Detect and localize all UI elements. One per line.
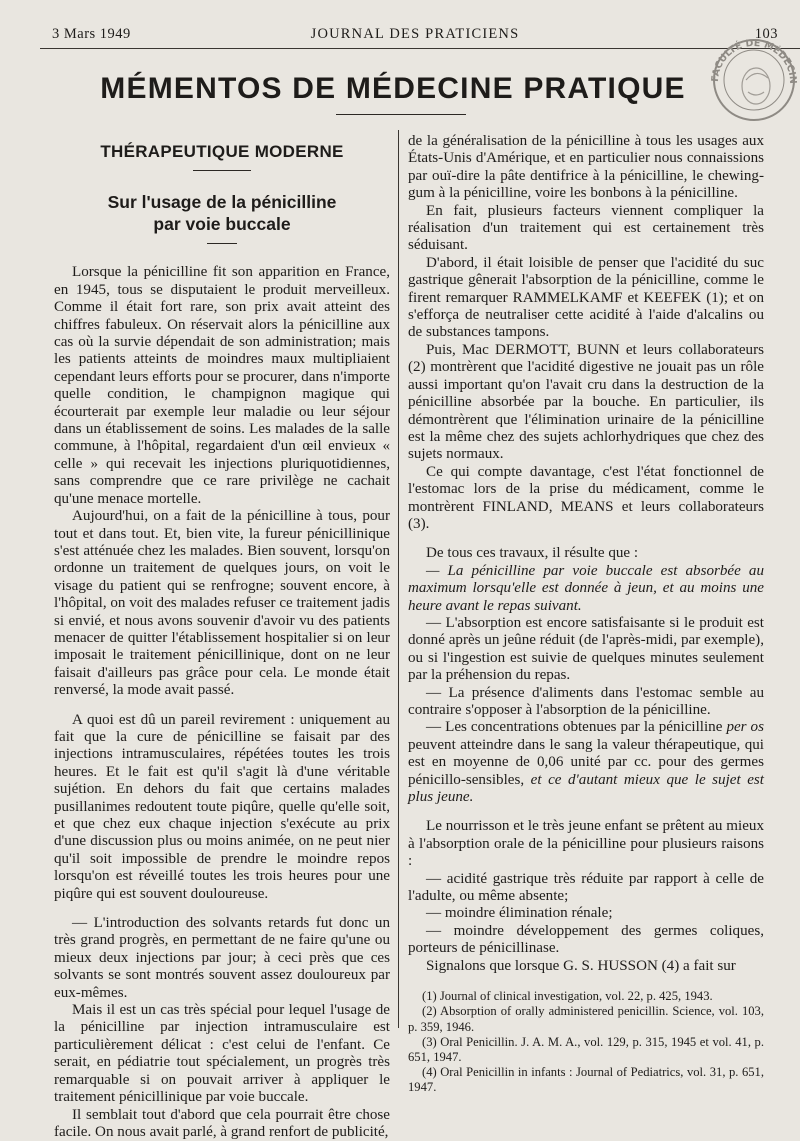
footnote: (4) Oral Penicillin in infants : Journal of Pediatrics, vol. 31, p. 651, 1947. [408,1065,764,1095]
running-head [52,26,778,46]
article-title-line-2: par voie buccale [153,214,290,234]
article-title [54,191,390,235]
journal-name: JOURNAL DES PRATICIENS [52,26,778,43]
article-title-line-1: Sur l'usage de la pénicilline [108,192,337,212]
paragraph: Signalons que lorsque G. S. HUSSON (4) a fait sur [408,958,764,975]
paragraph: Le nourrisson et le très jeune enfant se prêtent au mieux à l'absorption orale de la pénicilline pour plusieurs raisons : [408,818,764,870]
paragraph: — L'introduction des solvants retards fut donc un très grand progrès, en permettant de ne faire qu'une ou mieux deux injections par jour; à ceci près que ces solvants se sont montrés souvent assez douloureux par eux-mêmes. [54,915,390,1002]
left-column [54,143,390,1141]
text-run-italic: et ce d'autant mieux que le sujet est plus jeune. [408,772,764,805]
text-run: — Les concentrations obtenues par la pénicilline [426,719,722,735]
header-divider [40,48,800,49]
conclusion-item: — L'absorption est encore satisfaisante si le produit est donné après un jeûne réduit (de l'après-midi, par exemple), ou si l'ingestion est suivie de quelques minutes seulement par la préhension du repas. [408,615,764,685]
list-item: — acidité gastrique très réduite par rapport à celle de l'adulte, ou même absente; [408,871,764,906]
right-column [408,133,764,1096]
text-run: peuvent atteindre dans le sang la valeur thérapeutique, qui est en moyenne de 0,06 unité par cc. pour des germes pénicillo-sensibles, [408,737,764,788]
footnote: (2) Absorption of orally administered penicillin. Science, vol. 103, p. 359, 1946. [408,1004,764,1034]
conclusion-item [408,719,764,806]
paragraph: D'abord, il était loisible de penser que l'acidité du suc gastrique gênerait l'absorption de la pénicilline, comme le firent remarquer RAMMELKAMF et KEEFEK (1); et on s'efforça de neutraliser cette acidité à l'aide d'alcalins ou de substances tampons. [408,255,764,342]
paragraph: Lorsque la pénicilline fit son apparition en France, en 1945, tous se disputaient le produit merveilleux. Comme il était fort rare, son prix avait atteint des chiffres fabuleux. On réservait alors la pénicilline aux cas où la survie dépendait de son administration; mais les patients atteints de moindres maux multipliaient cependant leurs efforts pour se procurer, dans n'importe quelle condition, le champignon magique qui écourterait par exemple leur maladie ou leur séjour dans un établissement de soins. Les malades de la salle commune, à l'hôpital, regardaient d'un œil envieux « celle » qui recevait les injections pluriquotidiennes, sans comprendre que ce rare privilège ne cachait qu'une menace mortelle. [54,264,390,508]
conclusion-item: — La pénicilline par voie buccale est absorbée au maximum lorsqu'elle est donnée à jeun, et au moins une heure avant le repas suivant. [408,563,764,615]
paragraph: De tous ces travaux, il résulte que : [408,545,764,562]
paragraph: Mais il est un cas très spécial pour lequel l'usage de la pénicilline par injection intramusculaire est particulièrement délicat : c'est celui de l'enfant. Ce serait, en pédiatrie tout spécialement, un progrès très remarquable si on pouvait arriver à appliquer le traitement pénicillinique par voie buccale. [54,1002,390,1106]
conclusion-item: — La présence d'aliments dans l'estomac semble au contraire s'opposer à l'absorption de la pénicilline. [408,685,764,720]
page-title: MÉMENTOS DE MÉDECINE PRATIQUE [0,72,786,106]
text-run-italic: per os [726,719,764,735]
svg-text:FACULTÉ DE MÉDECINE: FACULTÉ DE MÉDECIN [706,30,798,84]
issue-date: 3 Mars 1949 [52,26,131,43]
article-title-underline [207,243,237,244]
footnote: (3) Oral Penicillin. J. A. M. A., vol. 129, p. 315, 1945 et vol. 41, p. 651, 1947. [408,1035,764,1065]
paragraph: Puis, Mac DERMOTT, BUNN et leurs collaborateurs (2) montrèrent que l'acidité digestive ne jouait pas un rôle aussi important qu'on l'avait cru dans la destruction de la pénicilline absorbée par la bouche. En particulier, ils démontrèrent que l'élimination urinaire de la pénicilline est la même chez des sujets achlorhydriques que chez des sujets normaux. [408,342,764,464]
section-title: THÉRAPEUTIQUE MODERNE [54,143,390,160]
section-underline [193,170,251,171]
paragraph: En fait, plusieurs facteurs viennent compliquer la réalisation d'un traitement qui est certainement très séduisant. [408,203,764,255]
paragraph: Ce qui compte davantage, c'est l'état fonctionnel de l'estomac lors de la prise du médicament, comme le montrèrent FINLAND, MEANS et leurs collaborateurs (3). [408,464,764,534]
paragraph: Il semblait tout d'abord que cela pourrait être chose facile. On nous avait parlé, à grand renfort de publicité, [54,1107,390,1141]
footnote: (1) Journal of clinical investigation, vol. 22, p. 425, 1943. [408,989,764,1004]
page-number: 103 [755,26,778,43]
title-underline [336,114,466,115]
paragraph: Aujourd'hui, on a fait de la pénicilline à tous, pour tout et dans tout. Et, bien vite, la fureur pénicillinique s'est atténuée chez les malades. Bien souvent, lorsqu'on ordonne un traitement de quelques jours, on voit le visage du patient qui se renfrogne; souvent encore, à l'hôpital, on voit des malades refuser ce traitement jadis si envié, et nous avons souvenir d'avoir vu des patients menacer de quitter l'établissement hospitalier si on leur imposait le traitement pénicillinique, dont on ne leur faisait d'ailleurs pas grâce pour cela. Le monde était renversé, la mode avait passé. [54,508,390,699]
paragraph: A quoi est dû un pareil revirement : uniquement au fait que la cure de pénicilline se faisait par des injections intramusculaires, répétées toutes les trois heures. Et le fait est qu'il s'agit là d'une véritable sujétion. En dehors du fait que certains malades pusillanimes redoutent toute piqûre, quelle qu'elle soit, et que chez eux chaque injection s'exécute au prix d'une discussion plus ou moins animée, on ne peut nier qu'il soit impossible de prendre le moindre repos lorsqu'on est réveillé toutes les trois heures pour une piqûre qui est souvent douloureuse. [54,712,390,903]
list-item: — moindre élimination rénale; [408,905,764,922]
list-item: — moindre développement des germes coliques, porteurs de pénicillinase. [408,923,764,958]
paragraph: de la généralisation de la pénicilline à tous les usages aux États-Unis d'Amérique, et en particulier nous connaissions par ouï-dire la pâte dentifrice à la pénicilline, le chewing-gum à la pénicilline, voire les bonbons à la pénicilline. [408,133,764,203]
column-divider [398,130,399,1028]
footnotes [408,989,764,1095]
